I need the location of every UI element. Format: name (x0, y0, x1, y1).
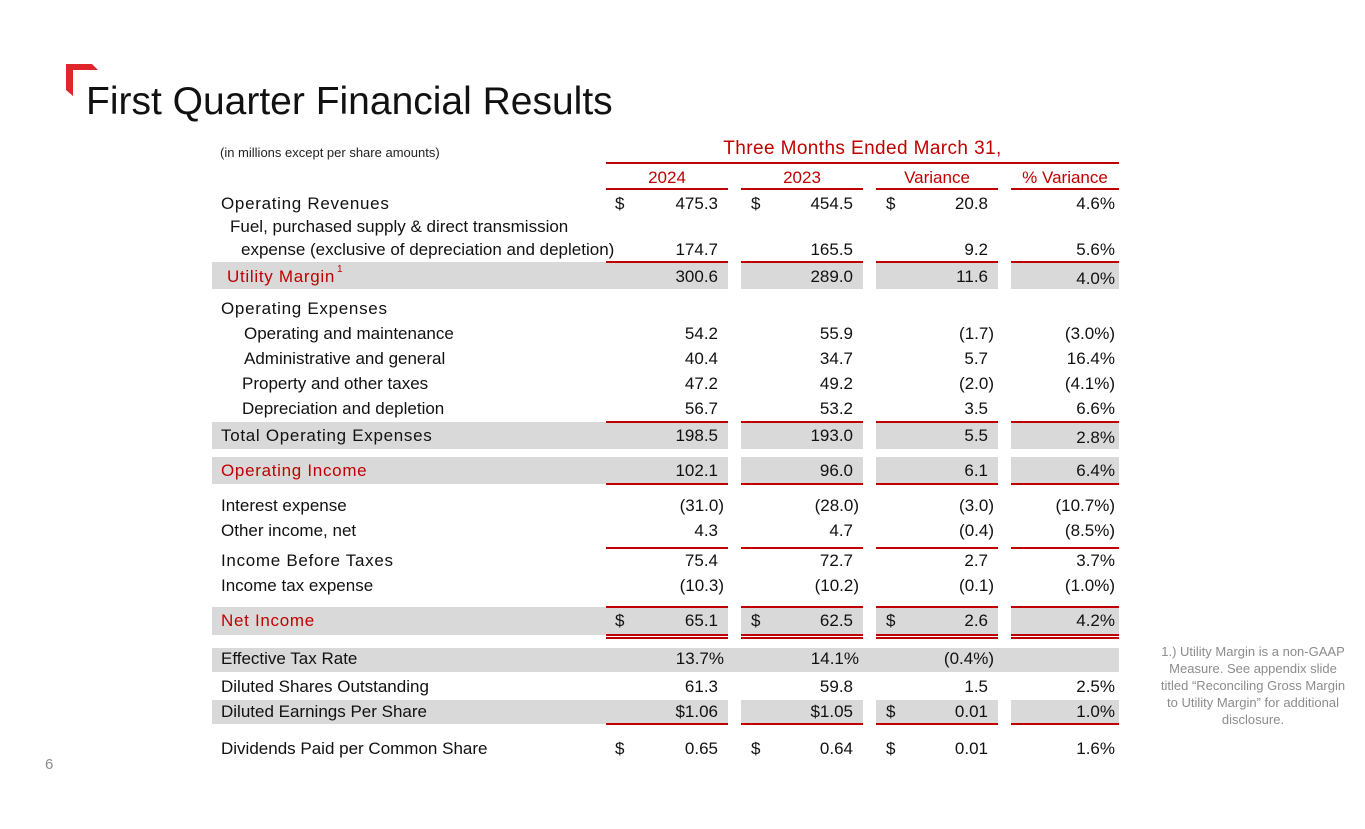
value-variance: 6.1 (964, 461, 988, 480)
value-2023: 14.1% (810, 649, 859, 668)
total-rule (1011, 261, 1119, 263)
total-rule (741, 421, 863, 423)
value-pct-variance: 1.6% (1076, 739, 1115, 758)
double-rule (1011, 634, 1119, 636)
column-rule (606, 188, 728, 190)
total-rule (876, 261, 998, 263)
total-rule (606, 261, 728, 263)
value-pct-variance: 3.7% (1076, 551, 1115, 570)
column-header-2023: 2023 (783, 168, 821, 187)
value-variance: (0.4%) (943, 649, 994, 668)
row-label: Operating Revenues (221, 194, 390, 213)
value-2024: (10.3) (679, 576, 724, 595)
value-2023: 454.5 (810, 194, 853, 213)
row-label: Other income, net (221, 521, 357, 540)
double-rule (741, 634, 863, 636)
value-variance: (0.4) (959, 521, 994, 540)
section-label: Operating Expenses (221, 299, 388, 318)
value-2023: 0.64 (819, 739, 853, 758)
value-2024: 56.7 (684, 399, 718, 418)
value-2024: 0.65 (684, 739, 718, 758)
value-variance: 2.7 (964, 551, 988, 570)
value-variance: 5.7 (964, 349, 988, 368)
value-2023: 62.5 (819, 611, 853, 630)
value-2024: 61.3 (684, 677, 718, 696)
value-variance: 0.01 (954, 702, 988, 721)
currency-symbol: $ (886, 611, 896, 630)
value-2023: 53.2 (819, 399, 853, 418)
total-rule (606, 606, 728, 608)
value-2024: (31.0) (679, 496, 724, 515)
value-2023: 96.0 (819, 461, 853, 480)
value-pct-variance: (8.5%) (1064, 521, 1115, 540)
currency-symbol: $ (615, 194, 625, 213)
total-rule (1011, 483, 1119, 485)
column-rule (876, 188, 998, 190)
total-rule (741, 723, 863, 725)
value-pct-variance: 16.4% (1066, 349, 1115, 368)
row-label: Diluted Earnings Per Share (221, 702, 428, 721)
row-label: Operating and maintenance (244, 324, 454, 343)
page-number: 6 (45, 756, 54, 773)
value-variance: (1.7) (959, 324, 994, 343)
row-label: Depreciation and depletion (242, 399, 445, 418)
period-header-rule (606, 162, 1119, 164)
value-variance: 20.8 (954, 194, 988, 213)
value-2024: 40.4 (684, 349, 718, 368)
value-2024: 198.5 (675, 426, 718, 445)
double-rule (606, 634, 728, 636)
column-rule (1011, 188, 1119, 190)
total-rule (606, 483, 728, 485)
value-2023: 49.2 (819, 374, 853, 393)
row-label: Administrative and general (244, 349, 446, 368)
period-header: Three Months Ended March 31, (723, 138, 1002, 159)
currency-symbol: $ (751, 611, 761, 630)
value-pct-variance: (4.1%) (1064, 374, 1115, 393)
value-2023: 289.0 (810, 267, 853, 286)
row-label: Property and other taxes (242, 374, 429, 393)
total-rule (876, 606, 998, 608)
currency-symbol: $ (886, 739, 896, 758)
value-pct-variance: 6.4% (1076, 461, 1115, 480)
total-rule (1011, 723, 1119, 725)
value-pct-variance: 5.6% (1076, 240, 1115, 259)
column-rule (741, 188, 863, 190)
currency-symbol: $ (615, 739, 625, 758)
value-pct-variance: 4.6% (1076, 194, 1115, 213)
value-2023: 34.7 (819, 349, 853, 368)
value-2023: $1.05 (810, 702, 853, 721)
total-rule (1011, 606, 1119, 608)
row-label: expense (exclusive of depreciation and depletion) (241, 240, 615, 259)
value-pct-variance: (10.7%) (1055, 496, 1115, 515)
value-2023: 165.5 (810, 240, 853, 259)
column-header-2024: 2024 (648, 168, 686, 187)
total-rule (876, 421, 998, 423)
currency-symbol: $ (751, 739, 761, 758)
row-label: Effective Tax Rate (221, 649, 358, 668)
value-2024: 174.7 (675, 240, 718, 259)
value-variance: (2.0) (959, 374, 994, 393)
value-2024: $1.06 (675, 702, 718, 721)
total-rule (1011, 421, 1119, 423)
total-rule (741, 483, 863, 485)
row-label: Net Income (221, 611, 315, 630)
value-variance: 11.6 (956, 267, 988, 286)
value-2024: 65.1 (684, 611, 718, 630)
value-variance: 9.2 (964, 240, 988, 259)
value-2023: 72.7 (819, 551, 853, 570)
total-rule (741, 547, 863, 549)
total-rule (606, 547, 728, 549)
value-pct-variance: (3.0%) (1064, 324, 1115, 343)
column-header-variance: Variance (904, 168, 970, 187)
total-rule (1011, 547, 1119, 549)
value-2024: 54.2 (684, 324, 718, 343)
double-rule (741, 637, 863, 639)
row-label: Income tax expense (221, 576, 374, 595)
total-rule (606, 421, 728, 423)
value-2023: 4.7 (829, 521, 853, 540)
value-pct-variance: 2.8% (1076, 428, 1115, 447)
value-2024: 75.4 (684, 551, 718, 570)
row-label: Income Before Taxes (221, 551, 394, 570)
value-2023: 193.0 (810, 426, 853, 445)
currency-symbol: $ (886, 194, 896, 213)
value-pct-variance: 4.2% (1076, 611, 1115, 630)
total-rule (876, 547, 998, 549)
value-2023: (28.0) (814, 496, 859, 515)
page-title: First Quarter Financial Results (86, 80, 613, 123)
total-rule (741, 261, 863, 263)
value-2023: (10.2) (814, 576, 859, 595)
value-variance: 1.5 (964, 677, 988, 696)
total-rule (876, 723, 998, 725)
units-note: (in millions except per share amounts) (220, 145, 440, 160)
total-rule (876, 483, 998, 485)
value-2024: 300.6 (675, 267, 718, 286)
double-rule (1011, 637, 1119, 639)
value-variance: (3.0) (959, 496, 994, 515)
total-rule (741, 606, 863, 608)
value-variance: 3.5 (964, 399, 988, 418)
value-2024: 47.2 (684, 374, 718, 393)
value-variance: (0.1) (959, 576, 994, 595)
value-pct-variance: 2.5% (1076, 677, 1115, 696)
row-label: Total Operating Expenses (221, 426, 433, 445)
row-label: Diluted Shares Outstanding (221, 677, 429, 696)
currency-symbol: $ (886, 702, 896, 721)
currency-symbol: $ (751, 194, 761, 213)
double-rule (876, 634, 998, 636)
value-pct-variance: 1.0% (1076, 702, 1115, 721)
value-pct-variance: 6.6% (1076, 399, 1115, 418)
value-2024: 475.3 (675, 194, 718, 213)
value-2023: 55.9 (819, 324, 853, 343)
currency-symbol: $ (615, 611, 625, 630)
row-label: Operating Income (221, 461, 368, 480)
value-2023: 59.8 (819, 677, 853, 696)
row-label: Interest expense (221, 496, 347, 515)
row-label: Fuel, purchased supply & direct transmission (230, 217, 569, 236)
row-label: Utility Margin $^1$ (227, 264, 344, 286)
row-label: Dividends Paid per Common Share (221, 739, 488, 758)
value-pct-variance: (1.0%) (1064, 576, 1115, 595)
value-pct-variance: 4.0% (1076, 269, 1115, 288)
column-header-pct-variance: % Variance (1022, 168, 1108, 187)
value-2024: 102.1 (675, 461, 718, 480)
value-variance: 0.01 (954, 739, 988, 758)
value-variance: 2.6 (964, 611, 988, 630)
double-rule (876, 637, 998, 639)
total-rule (606, 723, 728, 725)
footnote: 1.) Utility Margin is a non-GAAP Measure. See appendix slide titled “Reconciling Gross Margin to Utility Margin” for additional disclosure. (1160, 644, 1346, 727)
value-2024: 4.3 (694, 521, 718, 540)
value-2024: 13.7% (675, 649, 724, 668)
value-variance: 5.5 (964, 426, 988, 445)
double-rule (606, 637, 728, 639)
